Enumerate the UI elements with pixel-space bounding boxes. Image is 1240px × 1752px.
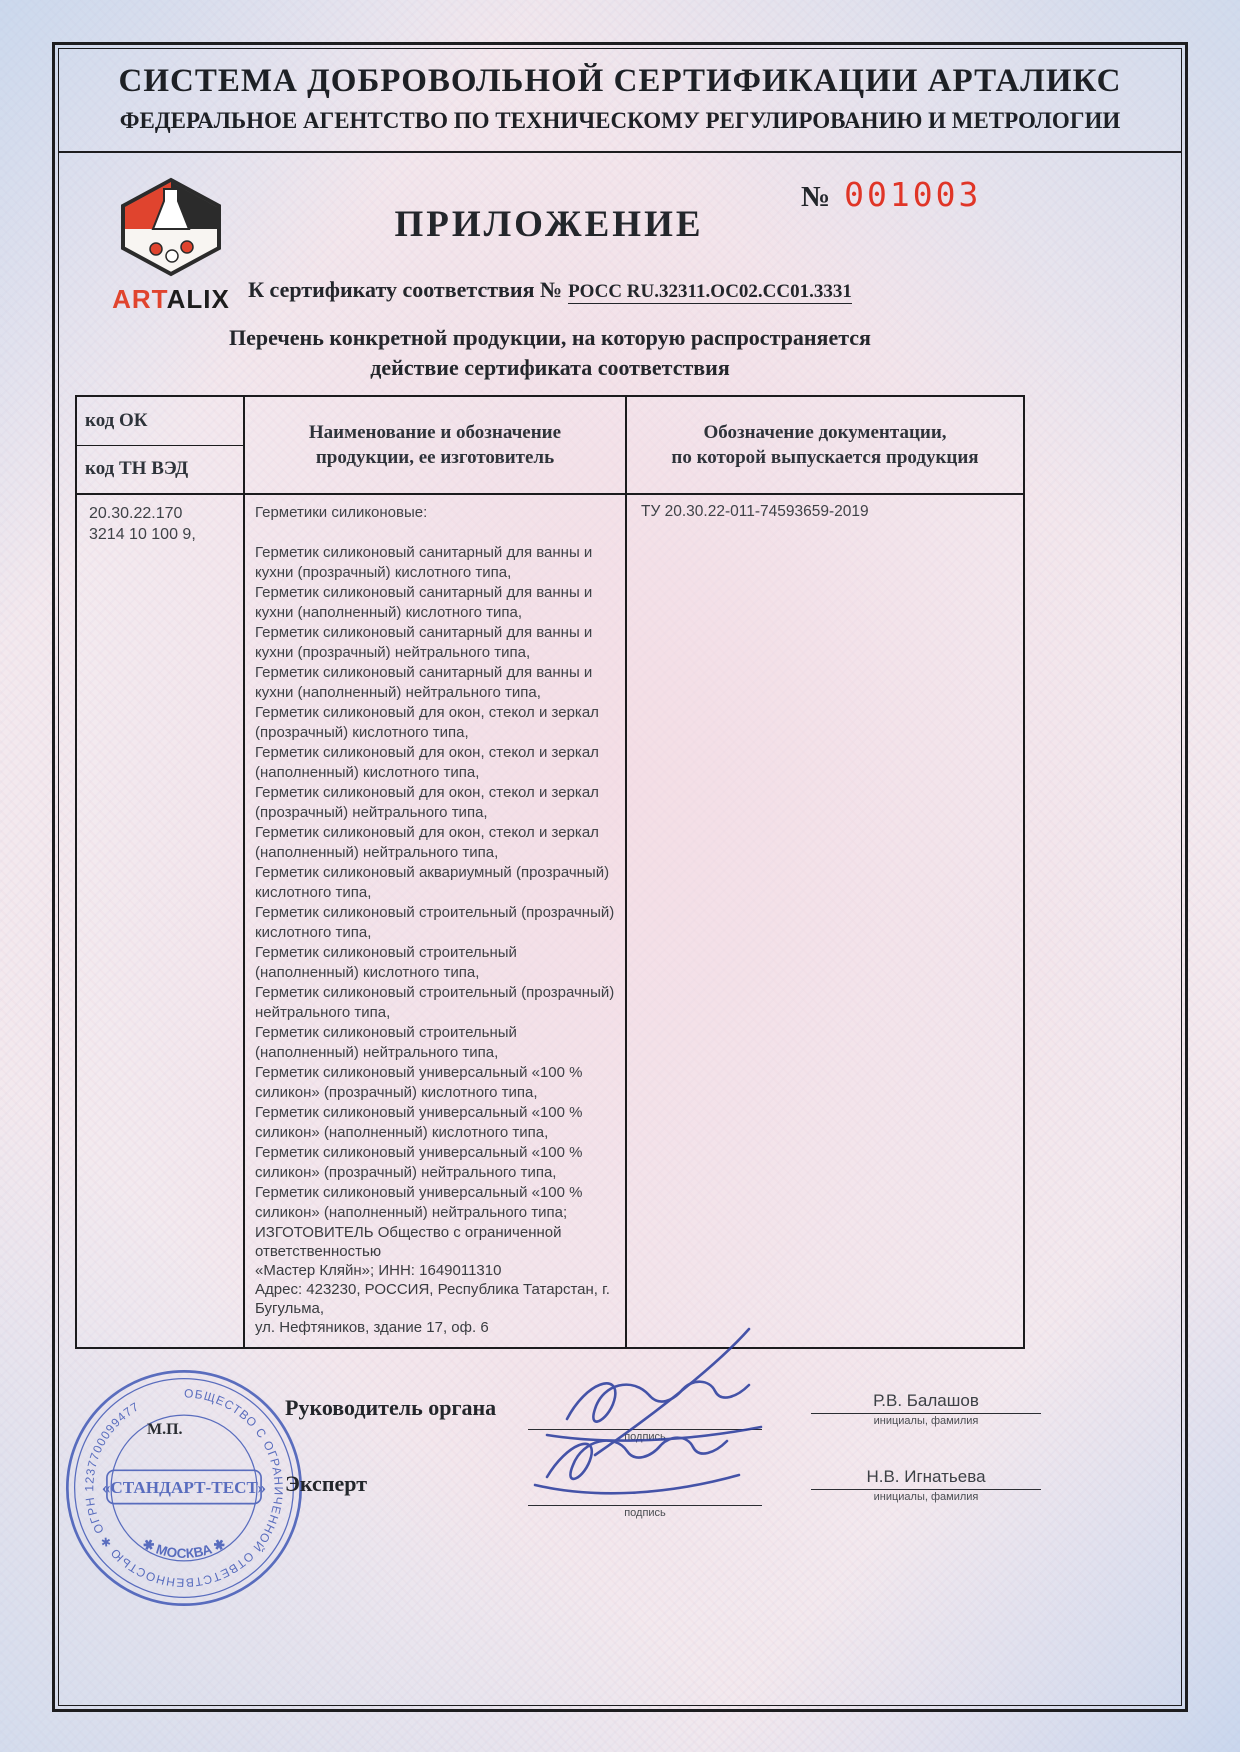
product-line: Герметик силиконовый для окон, стекол и зеркал (прозрачный) нейтрального типа, xyxy=(255,784,599,821)
head-of-body-label: Руководитель органа xyxy=(285,1395,497,1420)
doc-ref-value: ТУ 20.30.22-011-74593659-2019 xyxy=(641,503,869,520)
stamp-center-text: «СТАНДАРТ-ТЕСТ» xyxy=(101,1478,267,1498)
expert-name: Н.В. Игнатьева xyxy=(811,1467,1041,1490)
product-line: Герметик силиконовый санитарный для ванны и кухни (прозрачный) нейтрального типа, xyxy=(255,624,593,661)
product-line: Герметик силиконовый универсальный «100 % силикон» (наполненный) нейтрального типа; xyxy=(255,1184,583,1221)
certification-system-header xyxy=(59,49,1181,153)
header-code-tnved: код ТН ВЭД xyxy=(85,458,189,480)
product-line: Герметик силиконовый санитарный для ванны и кухни (прозрачный) кислотного типа, xyxy=(255,544,593,581)
inner-frame xyxy=(58,48,1182,1706)
product-line: Герметик силиконовый универсальный «100 % силикон» (прозрачный) кислотного типа, xyxy=(255,1064,583,1101)
manufacturer-line: ул. Нефтяников, здание 17, оф. 6 xyxy=(255,1319,489,1336)
signatures-block xyxy=(59,1349,1181,1749)
expert-name-block xyxy=(811,1467,1041,1503)
expert-signature-line xyxy=(528,1505,762,1519)
products-list xyxy=(255,543,615,1223)
agency-title: ФЕДЕРАЛЬНОЕ АГЕНТСТВО ПО ТЕХНИЧЕСКОМУ РЕГУЛИРОВАНИЮ И МЕТРОЛОГИИ xyxy=(119,108,1121,133)
document-title: ПРИЛОЖЕНИЕ xyxy=(394,204,704,245)
system-title: СИСТЕМА ДОБРОВОЛЬНОЙ СЕРТИФИКАЦИИ АРТАЛИКС xyxy=(118,63,1122,99)
product-line: Герметик силиконовый санитарный для ванны и кухни (наполненный) нейтрального типа, xyxy=(255,664,593,701)
manufacturer-block xyxy=(255,1223,615,1337)
wordmark-black: ALIX xyxy=(166,284,230,314)
header-product-line1: Наименование и обозначение xyxy=(308,422,562,443)
title-block xyxy=(59,155,1181,395)
product-line: Герметик силиконовый строительный (наполненный) кислотного типа, xyxy=(255,944,517,981)
expert-label: Эксперт xyxy=(285,1471,368,1496)
head-signature-caption: подпись xyxy=(624,1431,666,1443)
code-tnved-value: 3214 10 100 9, xyxy=(89,526,196,543)
product-line: Герметик силиконовый универсальный «100 % силикон» (наполненный) кислотного типа, xyxy=(255,1104,583,1141)
header-product-column xyxy=(245,397,627,493)
products-cell xyxy=(245,495,627,1347)
product-line: Герметик силиконовый для окон, стекол и зеркал (наполненный) нейтрального типа, xyxy=(255,824,599,861)
product-line: Герметик силиконовый строительный (наполненный) нейтрального типа, xyxy=(255,1024,517,1061)
table-header-row xyxy=(77,397,1023,495)
manufacturer-line: Адрес: 423230, РОССИЯ, Республика Татарстан, г. Бугульма, xyxy=(255,1281,610,1317)
codes-cell xyxy=(77,495,245,1347)
manufacturer-line: ИЗГОТОВИТЕЛЬ Общество с ограниченной ответственностью xyxy=(255,1224,562,1260)
products-table xyxy=(75,395,1025,1349)
expert-signature-caption: подпись xyxy=(624,1507,666,1519)
stamp-ring-text: ОБЩЕСТВО С ОГРАНИЧЕННОЙ ОТВЕТСТВЕННОСТЬЮ ✱ ОГРН 1237700099477 xyxy=(82,1386,286,1590)
number-value: 001003 xyxy=(844,175,982,214)
mp-seal-label: М.П. xyxy=(147,1421,183,1438)
outer-frame xyxy=(52,42,1188,1712)
product-line: Герметик силиконовый для окон, стекол и зеркал (наполненный) кислотного типа, xyxy=(255,744,599,781)
header-codes-column xyxy=(77,397,245,493)
header-doc-line2: по которой выпускается продукция xyxy=(671,447,979,468)
product-line: Герметик силиконовый строительный (прозрачный) кислотного типа, xyxy=(255,904,615,941)
standart-test-stamp xyxy=(59,1363,309,1613)
header-product-line2: продукции, ее изготовитель xyxy=(315,447,555,468)
number-sign: № xyxy=(801,181,831,213)
head-name-block xyxy=(811,1391,1041,1427)
product-line: Герметик силиконовый универсальный «100 % силикон» (прозрачный) нейтрального типа, xyxy=(255,1144,583,1181)
header-doc-line1: Обозначение документации, xyxy=(703,422,947,443)
certificate-number: РОСС RU.32311.ОС02.СС01.3331 xyxy=(568,281,852,302)
documentation-cell xyxy=(627,495,1023,1347)
product-line: Герметик силиконовый строительный (прозрачный) нейтрального типа, xyxy=(255,984,615,1021)
expert-name-caption: инициалы, фамилия xyxy=(873,1491,979,1503)
product-line: Герметик силиконовый для окон, стекол и зеркал (прозрачный) кислотного типа, xyxy=(255,704,599,741)
stamp-city-text: ✱ МОСКВА ✱ xyxy=(140,1535,228,1562)
document-number xyxy=(801,175,981,214)
header-documentation-column xyxy=(627,397,1023,493)
code-ok-value: 20.30.22.170 xyxy=(89,505,183,522)
svg-text:✱ МОСКВА ✱ xyxy=(140,1536,228,1562)
artalix-logo-icon xyxy=(115,177,227,277)
manufacturer-line: «Мастер Кляйн»; ИНН: 1649011310 xyxy=(255,1262,502,1279)
certificate-reference xyxy=(75,277,1025,303)
document-subtitle xyxy=(75,323,1025,383)
table-body-row xyxy=(77,495,1023,1347)
certificate-reference-label: К сертификату соответствия № xyxy=(248,277,563,302)
header-code-ok: код ОК xyxy=(77,397,243,446)
subtitle-line2: действие сертификата соответствия xyxy=(370,355,730,380)
product-line: Герметик силиконовый аквариумный (прозрачный) кислотного типа, xyxy=(255,864,610,901)
document-body xyxy=(59,155,1181,1705)
product-line: Герметик силиконовый санитарный для ванны и кухни (наполненный) кислотного типа, xyxy=(255,584,593,621)
head-name-caption: инициалы, фамилия xyxy=(873,1415,979,1427)
subtitle-line1: Перечень конкретной продукции, на которую распространяется xyxy=(229,325,871,350)
wordmark-red: ART xyxy=(112,284,167,314)
head-name: Р.В. Балашов xyxy=(811,1391,1041,1414)
products-group-title: Герметики силиконовые: xyxy=(255,504,428,521)
head-signature-line xyxy=(528,1429,762,1443)
